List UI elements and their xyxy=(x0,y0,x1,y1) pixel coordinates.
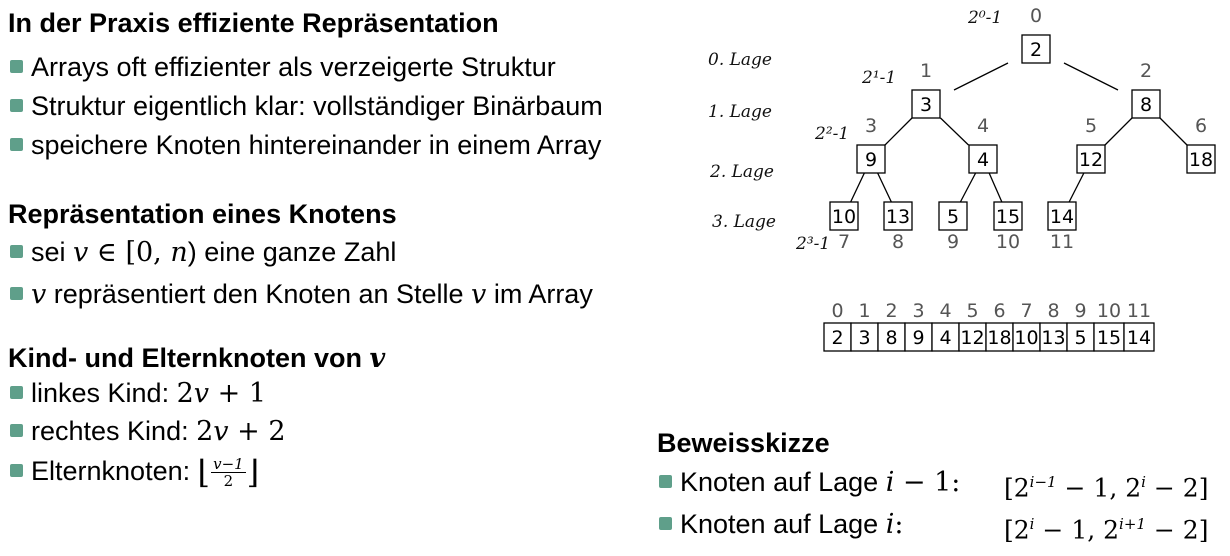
beweis-row-2-label: Knoten auf Lage xyxy=(680,509,886,539)
tree-node-index: 10 xyxy=(995,231,1021,253)
kind-heading-text: Kind- und Elternknoten von xyxy=(8,343,370,373)
tree-node-index: 9 xyxy=(946,231,960,253)
tree-node-index: 2 xyxy=(1139,60,1153,82)
var-v: v xyxy=(31,279,47,310)
tree-node-value: 9 xyxy=(864,149,878,171)
tree-node-index: 3 xyxy=(864,115,878,137)
tree-edge xyxy=(941,118,969,145)
iv-part: [2 xyxy=(1004,515,1030,545)
interval-open: ∈ [0, xyxy=(88,237,171,268)
iv-exponent: i xyxy=(1029,515,1035,533)
iv-part: − 1, 2 xyxy=(1056,473,1142,503)
array-cell-value: 15 xyxy=(1096,327,1122,349)
praxis-item-2-text: Struktur eigentlich klar: vollständiger Binärbaum xyxy=(31,91,603,121)
tree-edge xyxy=(960,173,975,202)
left-child-label: linkes Kind: xyxy=(31,378,177,408)
var-n: n xyxy=(170,237,188,268)
array-cell-value: 9 xyxy=(912,327,925,349)
var-i: i xyxy=(885,509,895,540)
knoten-item-1-pre: sei xyxy=(31,237,74,267)
hand-level-1: 1. Lage xyxy=(708,102,772,122)
tree-node-index: 0 xyxy=(1029,5,1043,27)
array-index: 4 xyxy=(939,300,952,322)
hand-level-2: 2. Lage xyxy=(710,162,774,182)
hand-level-0: 0. Lage xyxy=(708,50,772,70)
beweis-row-1-suffix: − 1: xyxy=(894,467,961,498)
knoten-item-2-post: im Array xyxy=(486,279,593,309)
iv-exponent: i+1 xyxy=(1119,515,1146,533)
iv-part: − 2] xyxy=(1145,473,1209,503)
parent-label: Elternknoten: xyxy=(31,456,198,486)
iv-exponent: i−1 xyxy=(1029,473,1057,491)
tree-node-value: 13 xyxy=(885,206,911,228)
array-index: 9 xyxy=(1074,300,1087,322)
tree-node-index: 6 xyxy=(1194,115,1208,137)
array-cell-value: 8 xyxy=(885,327,898,349)
tree-edge xyxy=(878,173,892,202)
array-cell-value: 13 xyxy=(1041,327,1066,349)
tree-node-index: 5 xyxy=(1084,115,1098,137)
tree-node-value: 12 xyxy=(1078,149,1104,171)
tree-node-value: 4 xyxy=(976,149,990,171)
array-index: 8 xyxy=(1047,300,1060,322)
tree-edge xyxy=(1069,173,1084,202)
array-cell-value: 4 xyxy=(939,327,952,349)
tree-nodes xyxy=(830,5,1215,253)
tree-edge xyxy=(885,118,912,145)
left-child-coef: 2 xyxy=(176,378,194,409)
tree-node-value: 2 xyxy=(1029,39,1043,61)
hand-formula-1: 2¹-1 xyxy=(862,68,897,88)
tree-edge xyxy=(851,173,865,202)
array-cell-value: 5 xyxy=(1074,327,1087,349)
tree-node-value: 5 xyxy=(946,206,960,228)
tree-node-value: 10 xyxy=(831,206,857,228)
array-index: 0 xyxy=(831,300,844,322)
tree-node-index: 11 xyxy=(1049,231,1075,253)
array-index: 1 xyxy=(858,300,871,322)
knoten-heading: Repräsentation eines Knotens xyxy=(8,199,397,229)
knoten-item-1-post: ) eine ganze Zahl xyxy=(187,237,397,267)
floor-left: ⌊ xyxy=(197,453,211,491)
var-v: v xyxy=(471,279,487,310)
array-index: 7 xyxy=(1020,300,1033,322)
tree-node-value: 15 xyxy=(995,206,1021,228)
tree-node-value: 18 xyxy=(1188,149,1214,171)
right-child-label: rechtes Kind: xyxy=(31,416,197,446)
beweis-row-1-label: Knoten auf Lage xyxy=(680,467,886,497)
array-index: 11 xyxy=(1126,300,1152,322)
iv-part: − 1, 2 xyxy=(1034,515,1120,545)
array-cell-value: 2 xyxy=(831,327,844,349)
hand-formula-2: 2²-1 xyxy=(815,124,850,144)
tree-edge xyxy=(1160,118,1187,145)
tree-node-index: 1 xyxy=(919,60,933,82)
array-cell-value: 12 xyxy=(960,327,985,349)
array-index: 6 xyxy=(993,300,1006,322)
iv-exponent: i xyxy=(1141,473,1146,491)
array-index: 3 xyxy=(912,300,925,322)
array-index: 5 xyxy=(966,300,979,322)
array-cell-value: 3 xyxy=(858,327,871,349)
floor-right: ⌋ xyxy=(246,453,260,491)
right-child-offset: + 2 xyxy=(228,416,286,447)
left-child-offset: + 1 xyxy=(209,378,266,409)
fraction-numerator: v−1 xyxy=(213,455,244,474)
var-v: v xyxy=(193,378,210,409)
iv-part: − 2] xyxy=(1145,515,1209,545)
tree-edge xyxy=(954,63,1008,90)
tree-node-index: 7 xyxy=(837,231,851,253)
tree-node-value: 8 xyxy=(1139,94,1153,116)
var-v: v xyxy=(213,416,229,447)
iv-part: [2 xyxy=(1004,473,1030,503)
array-index: 2 xyxy=(885,300,898,322)
praxis-heading: In der Praxis effiziente Repräsentation xyxy=(8,8,499,38)
tree-node-index: 8 xyxy=(891,231,905,253)
var-v: v xyxy=(73,237,89,268)
var-v: v xyxy=(369,343,386,374)
var-i: i xyxy=(885,467,895,498)
beweis-row-2-suffix: : xyxy=(894,509,904,540)
fraction-denominator: 2 xyxy=(223,472,234,491)
array-index: 10 xyxy=(1096,300,1122,322)
hand-formula-0: 2⁰-1 xyxy=(968,8,1003,28)
array-cell-value: 18 xyxy=(987,327,1012,349)
praxis-item-3-text: speichere Knoten hintereinander in einem Array xyxy=(31,130,602,160)
tree-node-value: 3 xyxy=(919,94,933,116)
beweis-heading: Beweisskizze xyxy=(657,428,830,458)
array-cell-value: 10 xyxy=(1014,327,1039,349)
right-child-coef: 2 xyxy=(196,416,214,447)
hand-level-3: 3. Lage xyxy=(712,212,776,232)
tree-node-index: 4 xyxy=(976,115,990,137)
tree-edge xyxy=(989,173,1002,202)
knoten-item-2-mid: repräsentiert den Knoten an Stelle xyxy=(46,279,472,309)
hand-formula-3: 2³-1 xyxy=(796,234,831,254)
array-cell-value: 14 xyxy=(1126,327,1152,349)
praxis-item-1-text: Arrays oft effizienter als verzeigerte Struktur xyxy=(31,52,556,82)
tree-node-value: 14 xyxy=(1049,206,1075,228)
tree-edge xyxy=(1064,63,1118,90)
tree-edges xyxy=(851,63,1187,202)
array-diagram xyxy=(824,300,1154,351)
tree-edge xyxy=(1105,118,1132,145)
